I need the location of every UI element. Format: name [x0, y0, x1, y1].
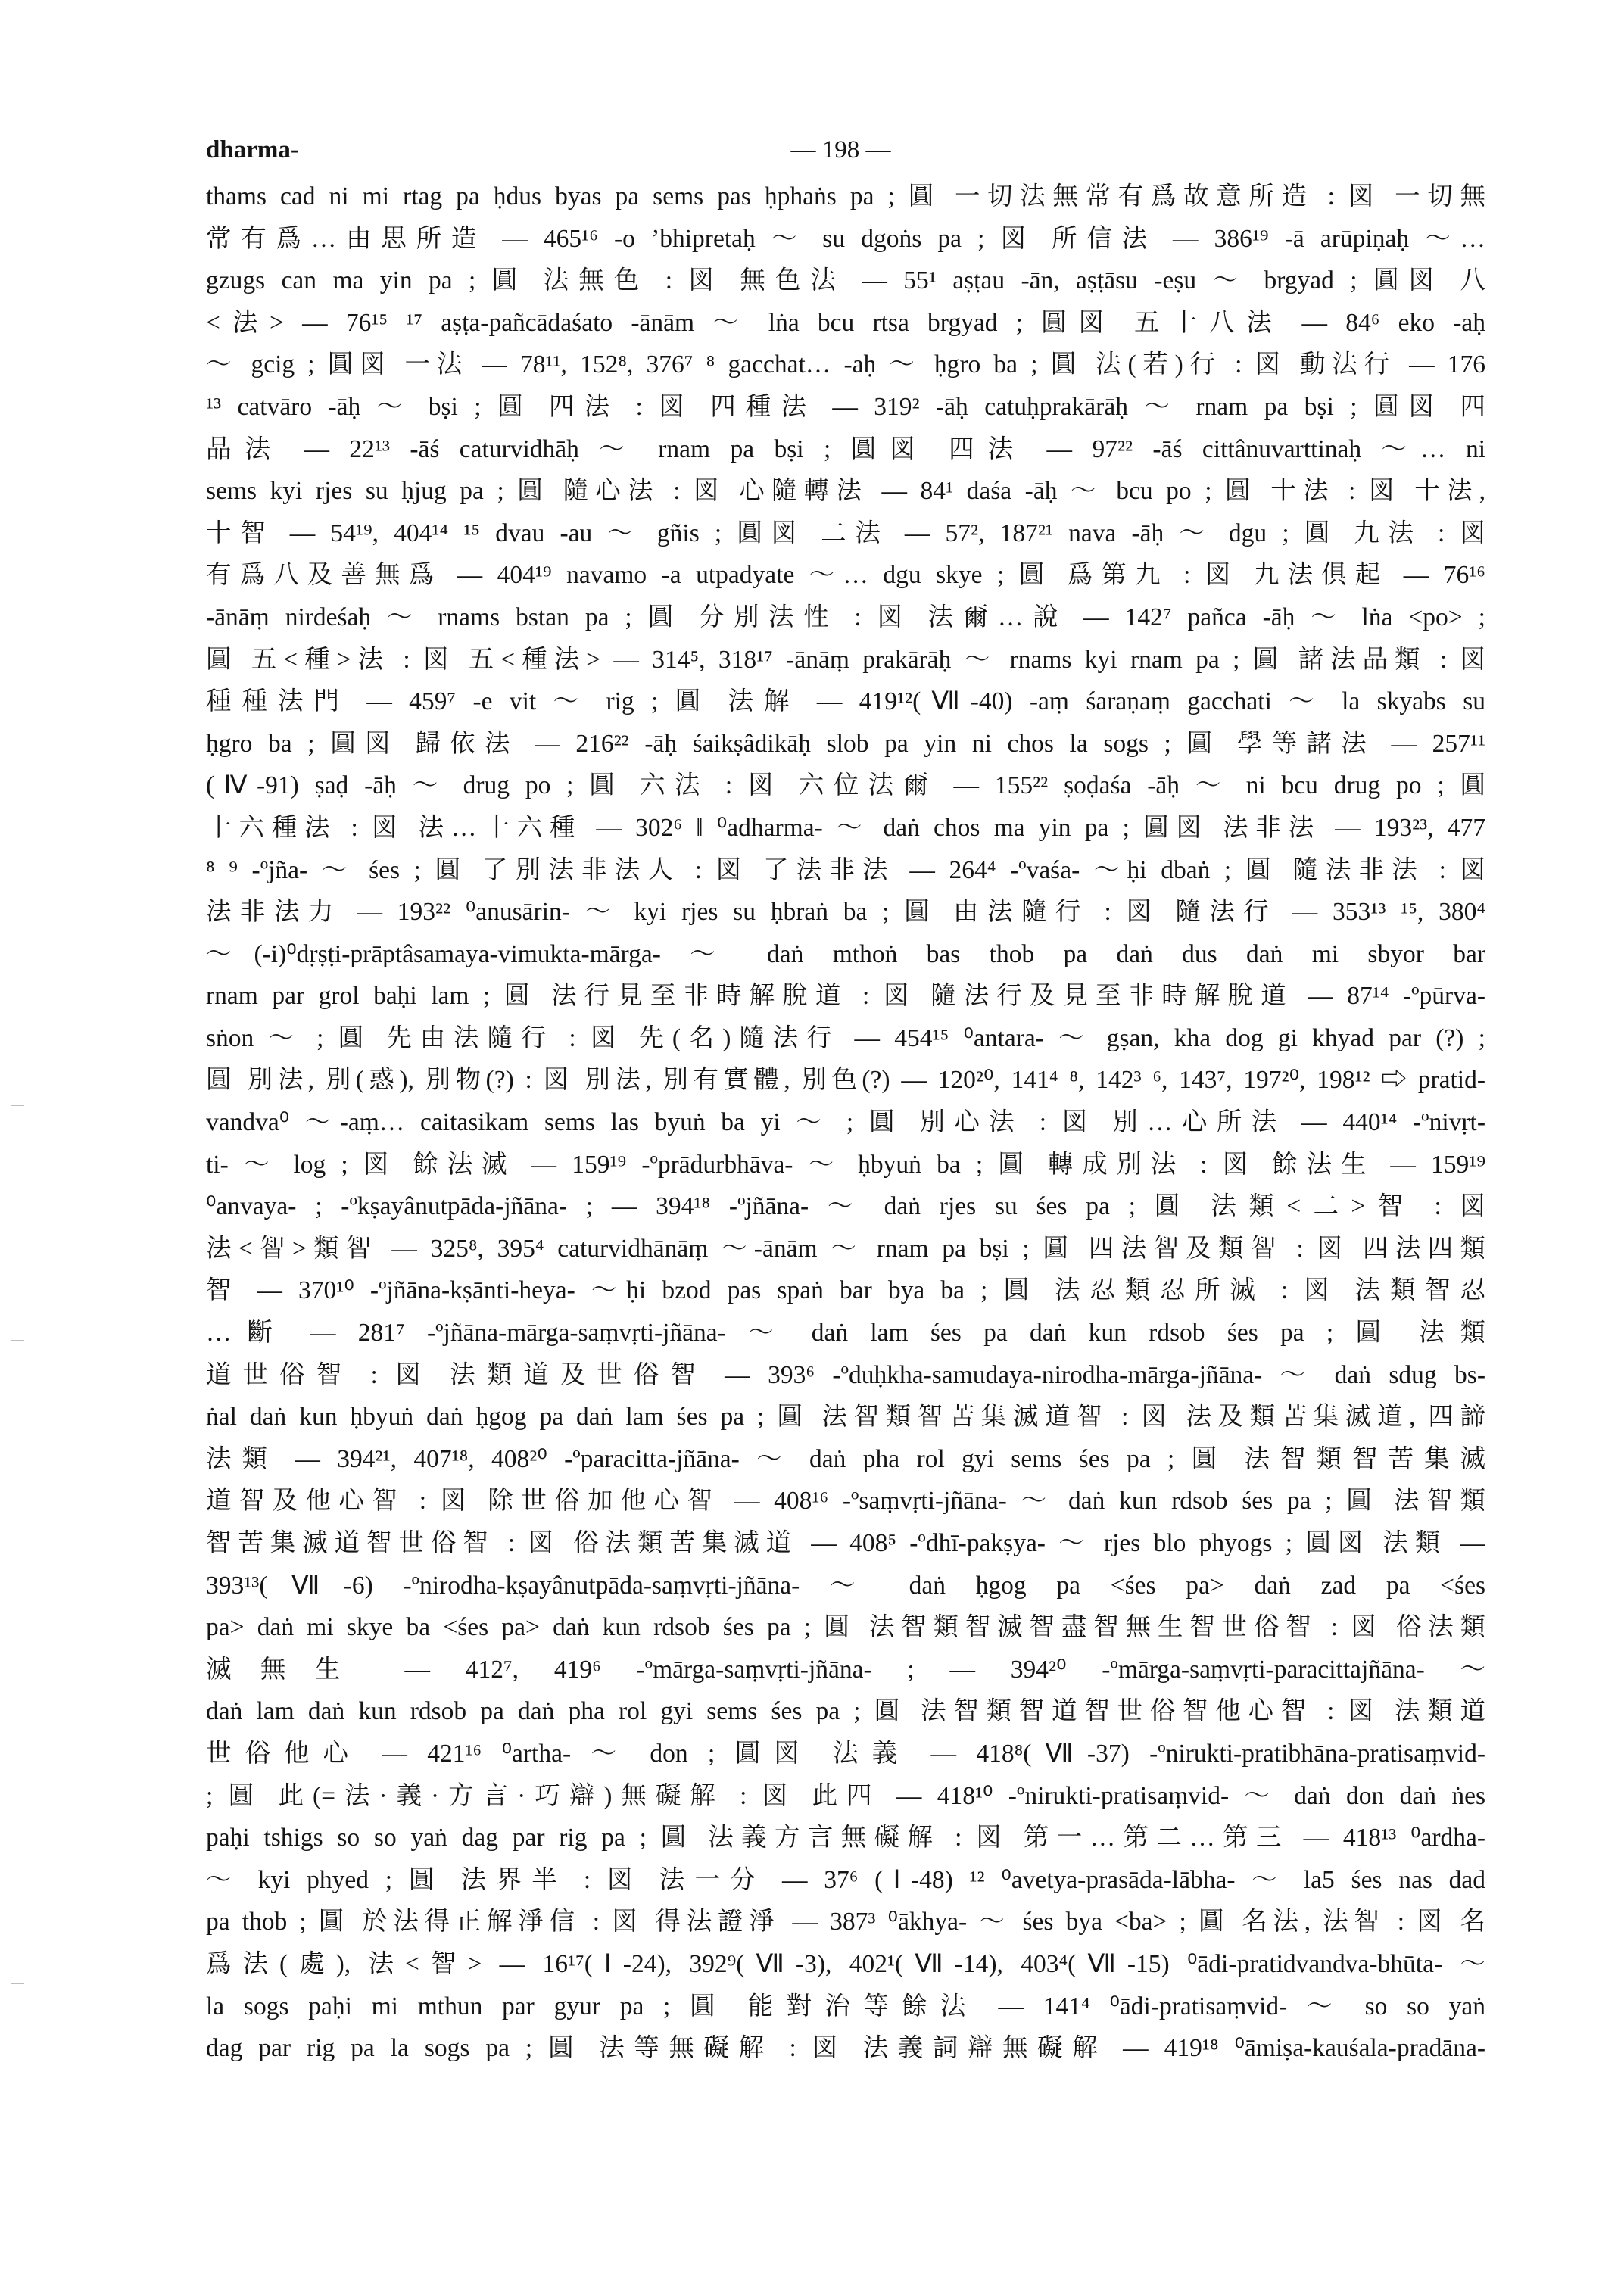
text-line: thams cad ni mi rtag pa ḥdus byas pa sems pas ḥphaṅs pa ; 圓 一切法無常有爲故意所造 : 図 一切無 [206, 182, 1485, 210]
text-line: sems kyi rjes su ḥjug pa ; 圓 隨心法 : 図 心隨轉法 — 84¹ daśa -āḥ ～ bcu po ; 圓 十法 : 図 十法, [206, 477, 1485, 506]
text-line: la sogs paḥi mi mthun par gyur pa ; 圓 能對治等餘法 — 141⁴ ⁰ādi-pratisaṃvid- ～ so so yaṅ [206, 1992, 1485, 2020]
text-line: 圓 別法, 別(惑), 別物(?) : 図 別法, 別有實體, 別色(?) — 120²⁰, 141⁴ ⁸, 142³ ⁶, 143⁷, 197²⁰, 198¹² ⇨ pratid- [206, 1066, 1485, 1095]
text-line: 法非法力 — 193²² ⁰anusārin- ～ kyi rjes su ḥbraṅ ba ; 圓 由法隨行 : 図 隨法行 — 353¹³ ¹⁵, 380⁴ [206, 898, 1485, 927]
text-line: 滅無生 — 412⁷, 419⁶ -ºmārga-saṃvṛti-jñāna- ; — 394²⁰ -ºmārga-saṃvṛti-paracittajñāna- ～ [206, 1655, 1485, 1684]
text-line: 圓 五<種>法 : 図 五<種法> — 314⁵, 318¹⁷ -ānāṃ prakārāḥ ～ rnams kyi rnam pa ; 圓 諸法品類 : 図 [206, 645, 1485, 674]
text-line: rnam par grol baḥi lam ; 圓 法行見至非時解脫道 : 図 隨法行及見至非時解脫道 — 87¹⁴ -ºpūrva- [206, 982, 1485, 1011]
text-line: gzugs can ma yin pa ; 圓 法無色 : 図 無色法 — 55¹ aṣṭau -ān, aṣṭāsu -eṣu ～ brgyad ; 圓図 八 [206, 266, 1485, 295]
text-line: 法<智>類智 — 325⁸, 395⁴ caturvidhānāṃ ～-ānām ～ rnam pa bṣi ; 圓 四法智及類智 : 図 四法四類 [206, 1234, 1485, 1263]
text-line: ḥgro ba ; 圓図 歸依法 — 216²² -āḥ śaikṣâdikāḥ slob pa yin ni chos la sogs ; 圓 學等諸法 — 257¹¹ [206, 729, 1485, 758]
text-line: dag par rig pa la sogs pa ; 圓 法等無礙解 : 図 法義詞辯無礙解 — 419¹⁸ ⁰āmiṣa-kauśala-pradāna- [206, 2034, 1485, 2063]
text-line: (Ⅳ-91) ṣaḍ -āḥ ～ drug po ; 圓 六法 : 図 六位法爾 — 155²² ṣoḍaśa -āḥ ～ ni bcu drug po ; 圓 [206, 771, 1485, 800]
text-line: 道世俗智 : 図 法類道及世俗智 — 393⁶ -ºduḥkha-samudaya-nirodha-mārga-jñāna- ～ daṅ sdug bs- [206, 1360, 1485, 1389]
text-line: ～ kyi phyed ; 圓 法界半 : 図 法一分 — 37⁶ (Ⅰ-48) ¹² ⁰avetya-prasāda-lābha- ～ la5 śes nas dad [206, 1865, 1485, 1894]
margin-mark [11, 1340, 24, 1341]
text-line: ti- ～ log ; 図 餘法滅 — 159¹⁹ -ºprādurbhāva- ～ ḥbyuṅ ba ; 圓 轉成別法 : 図 餘法生 — 159¹⁹ [206, 1150, 1485, 1179]
running-head: dharma- [206, 136, 299, 164]
page-number: — 198 — [790, 136, 891, 164]
text-line: ～(-i)⁰dṛṣṭi-prāptâsamaya-vimukta-mārga- ～ daṅ mthoṅ bas thob pa daṅ dus daṅ mi sbyor bar [206, 939, 1485, 968]
text-line: pa> daṅ mi skye ba <śes pa> daṅ kun rdsob śes pa ; 圓 法智類智滅智盡智無生智世俗智 : 図 俗法類 [206, 1613, 1485, 1642]
text-line: 爲法(處), 法<智> — 16¹⁷(Ⅰ-24), 392⁹(Ⅶ-3), 402¹(Ⅶ-14), 403⁴(Ⅶ-15) ⁰ādi-pratidvandva-bhūta- ～ [206, 1949, 1485, 1978]
text-line: ; 圓 此(=法·義·方言·巧辯)無礙解 : 図 此四 — 418¹⁰ -ºnirukti-pratisaṃvid- ～ daṅ don daṅ ṅes [206, 1781, 1485, 1810]
text-line: 智 — 370¹⁰ -ºjñāna-kṣānti-heya- ～ḥi bzod pas spaṅ bar bya ba ; 圓 法忍類忍所滅 : 図 法類智忍 [206, 1276, 1485, 1305]
text-line: <法> — 76¹⁵ ¹⁷ aṣṭa-pañcādaśato -ānām ～ lṅa bcu rtsa brgyad ; 圓図 五十八法 — 84⁶ eko -aḥ [206, 308, 1485, 337]
text-line: pa thob ; 圓 於法得正解淨信 : 図 得法證淨 — 387³ ⁰ākhya- ～ śes bya <ba> ; 圓 名法, 法智 : 図 名 [206, 1908, 1485, 1936]
text-line: paḥi tshigs so so yaṅ dag par rig pa ; 圓 法義方言無礙解 : 図 第一…第二…第三 — 418¹³ ⁰ardha- [206, 1824, 1485, 1852]
text-line: sṅon ～ ; 圓 先由法隨行 : 図 先(名)隨法行 — 454¹⁵ ⁰antara- ～ gṣan, kha dog gi khyad par (?) ; [206, 1023, 1485, 1052]
text-line: 種種法門 — 459⁷ -e vit ～ rig ; 圓 法解 — 419¹²(Ⅶ-40) -aṃ śaraṇaṃ gacchati ～ la skyabs su [206, 687, 1485, 716]
dictionary-entry-text [206, 176, 1485, 2070]
text-line: ～ gcig ; 圓図 一法 — 78¹¹, 152⁸, 376⁷ ⁸ gacchat… -aḥ ～ ḥgro ba ; 圓 法(若)行 : 図 動法行 — 176 [206, 350, 1485, 379]
text-line: 法類 — 394²¹, 407¹⁸, 408²⁰ -ºparacitta-jñāna- ～ daṅ pha rol gyi sems śes pa ; 圓 法智類智苦集滅 [206, 1444, 1485, 1473]
margin-mark [11, 1105, 24, 1106]
text-line: 十智 — 54¹⁹, 404¹⁴ ¹⁵ dvau -au ～ gñis ; 圓図 二法 — 57², 187²¹ nava -āḥ ～ dgu ; 圓 九法 : 図 [206, 519, 1485, 547]
text-line: ¹³ catvāro -āḥ ～ bṣi ; 圓 四法 : 図 四種法 — 319² -āḥ catuḥprakārāḥ ～ rnam pa bṣi ; 圓図 四 [206, 392, 1485, 421]
text-line: vandva⁰ ～-aṃ… caitasikam sems las byuṅ ba yi ～ ; 圓 別心法 : 図 別…心所法 — 440¹⁴ -ºnivṛt- [206, 1108, 1485, 1137]
page-header [206, 127, 1476, 173]
text-line: ⁸ ⁹ -ºjña- ～ śes ; 圓 了別法非法人 : 図 了法非法 — 264⁴ -ºvaśa- ～ḥi dbaṅ ; 圓 隨法非法 : 図 [206, 855, 1485, 884]
text-line: 十六種法 : 図 法…十六種 — 302⁶ ‖ ⁰adharma- ～ daṅ chos ma yin pa ; 圓図 法非法 — 193²³, 477 [206, 813, 1485, 842]
text-line: 智苦集滅道智世俗智 : 図 俗法類苦集滅道 — 408⁵ -ºdhī-pakṣya- ～ rjes blo phyogs ; 圓図 法類 — [206, 1529, 1485, 1557]
text-line: 品法 — 22¹³ -āś caturvidhāḥ ～ rnam pa bṣi ; 圓図 四法 — 97²² -āś cittânuvarttinaḥ ～… ni [206, 435, 1485, 463]
text-line: 世俗他心 — 421¹⁶ ⁰artha- ～ don ; 圓図 法義 — 418⁸(Ⅶ-37) -ºnirukti-pratibhāna-pratisaṃvid- [206, 1739, 1485, 1768]
text-line: ⁰anvaya- ; -ºkṣayânutpāda-jñāna- ; — 394¹⁸ -ºjñāna- ～ daṅ rjes su śes pa ; 圓 法類<二>智 : 図 [206, 1192, 1485, 1221]
text-line: -ānāṃ nirdeśaḥ ～ rnams bstan pa ; 圓 分別法性 : 図 法爾…說 — 142⁷ pañca -āḥ ～ lṅa <po> ; [206, 603, 1485, 631]
text-line: ṅal daṅ kun ḥbyuṅ daṅ ḥgog pa daṅ lam śes pa ; 圓 法智類智苦集滅道智 : 図 法及類苦集滅道, 四諦 [206, 1403, 1485, 1432]
text-line: …斷 — 281⁷ -ºjñāna-mārga-saṃvṛti-jñāna- ～ daṅ lam śes pa daṅ kun rdsob śes pa ; 圓 法類 [206, 1319, 1485, 1347]
text-line: daṅ lam daṅ kun rdsob pa daṅ pha rol gyi sems śes pa ; 圓 法智類智道智世俗智他心智 : 図 法類道 [206, 1697, 1485, 1726]
margin-mark [11, 1983, 24, 1984]
text-line: 常有爲…由思所造 — 465¹⁶ -o ’bhipretaḥ ～ su dgoṅs pa ; 図 所信法 — 386¹⁹ -ā arūpiṇaḥ ～… [206, 224, 1485, 253]
text-line: 有爲八及善無爲 — 404¹⁹ navamo -a utpadyate ～… dgu skye ; 圓 爲第九 : 図 九法俱起 — 76¹⁶ [206, 561, 1485, 590]
text-line: 393¹³(Ⅶ-6) -ºnirodha-kṣayânutpāda-saṃvṛti-jñāna- ～ daṅ ḥgog pa <śes pa> daṅ zad pa <śes [206, 1571, 1485, 1600]
text-line: 道智及他心智 : 図 除世俗加他心智 — 408¹⁶ -ºsaṃvṛti-jñāna- ～ daṅ kun rdsob śes pa ; 圓 法智類 [206, 1487, 1485, 1516]
